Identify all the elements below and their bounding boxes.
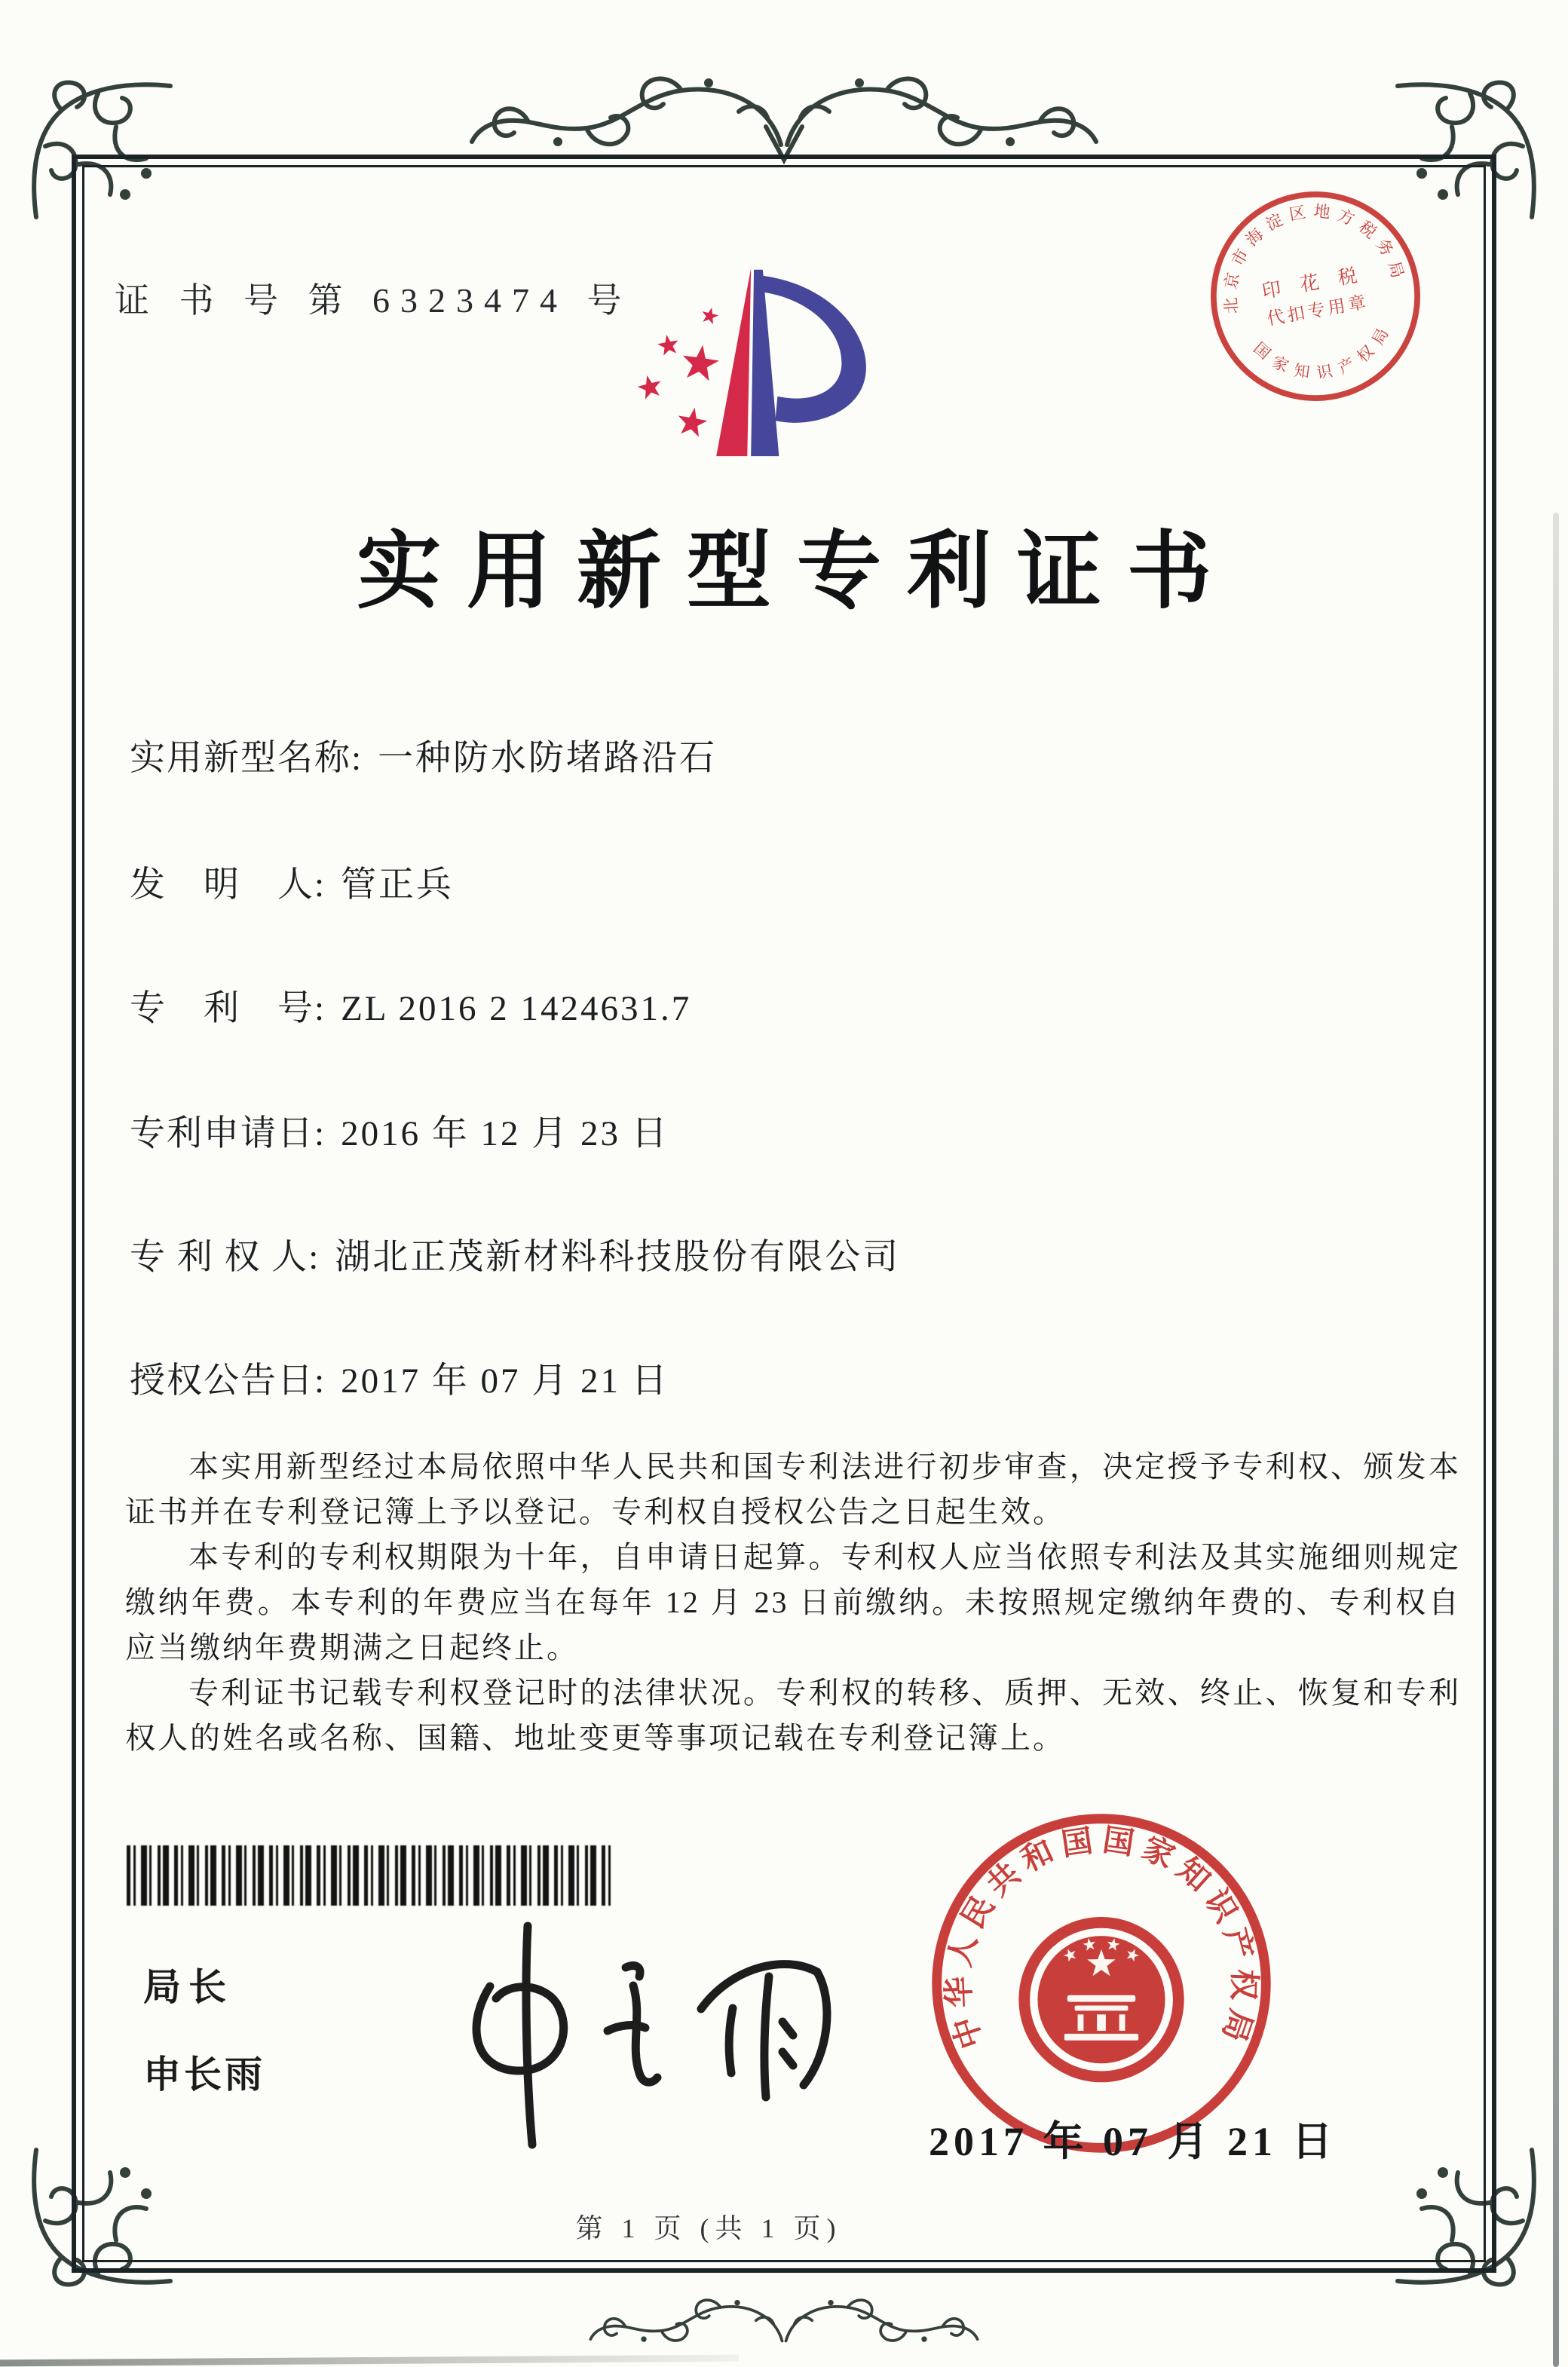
field-label: 实用新型名称: (130, 739, 363, 778)
seal-date: 2017 年 07 月 21 日 (929, 2119, 1337, 2164)
commissioner-signature (369, 1892, 852, 2179)
field-value: 2017 年 07 月 21 日 (341, 1361, 669, 1401)
logo-blue-p (751, 270, 866, 456)
national-emblem (1024, 1922, 1179, 2077)
field-label: 授权公告日: (130, 1361, 326, 1401)
stamp-tax-seal (1187, 168, 1444, 425)
field-value: 湖北正茂新材料科技股份有限公司 (335, 1238, 901, 1277)
field-grant-date (130, 1352, 669, 1403)
legal-paragraph-2: 本专利的专利权期限为十年，自申请日起算。专利权人应当依照专利法及其实施细则规定缴纳年费。本专利的年费应当在每年 12 月 23 日前缴纳。未按照规定缴纳年费的、专利权自应当缴纳年费期满之日起终止。 (125, 1540, 1461, 1664)
commissioner-name: 申长雨 (143, 2053, 265, 2096)
legal-text (125, 1444, 1461, 1761)
legal-paragraph-3: 专利证书记载专利权登记时的法律状况。专利权的转移、质押、无效、终止、恢复和专利权人的姓名或名称、国籍、地址变更等事项记载在专利登记簿上。 (125, 1676, 1461, 1755)
logo-red-wedge (716, 268, 751, 456)
certificate-title: 实用新型专利证书 (357, 525, 1237, 619)
field-label: 发 明 人: (130, 865, 326, 905)
field-filing-date (130, 1105, 669, 1156)
field-utility-model-name (130, 730, 717, 780)
certificate-number: 证 书 号 第 6323474 号 (115, 281, 632, 320)
sipo-logo (624, 243, 890, 478)
field-inventor (130, 856, 454, 907)
field-value: 一种防水防堵路沿石 (378, 739, 718, 778)
tax-seal-arc-bottom-text: 国家知识产权局 (1250, 317, 1397, 383)
field-value: 2016 年 12 月 23 日 (341, 1114, 669, 1153)
field-label: 专 利 权 人: (130, 1238, 320, 1277)
tax-seal-center-line1: 印 花 税 (1260, 264, 1366, 303)
field-label: 专利申请日: (130, 1114, 326, 1153)
tax-seal-arc-top-text: 北京市海淀区地方税务局 (1221, 201, 1409, 315)
tax-seal-center-line2: 代扣专用章 (1265, 291, 1370, 329)
field-patentee (130, 1229, 900, 1279)
seal-ring-text: 中华人民共和国国家知识产权局 (941, 1822, 1262, 2053)
legal-paragraph-1: 本实用新型经过本局依照中华人民共和国专利法进行初步审查，决定授予专利权、颁发本证书并在专利登记簿上予以登记。专利权自授权公告之日起生效。 (125, 1450, 1461, 1529)
commissioner-title: 局长 (143, 1966, 234, 2008)
page-footer: 第 1 页 (共 1 页) (575, 2213, 842, 2243)
field-value: 管正兵 (341, 865, 455, 905)
scan-edge-shadow (1553, 513, 1559, 2367)
field-patent-number (130, 980, 691, 1030)
field-value: ZL 2016 2 1424631.7 (341, 989, 692, 1028)
logo-stars (635, 305, 721, 438)
field-label: 专 利 号: (130, 989, 326, 1028)
svg-text:北京市海淀区地方税务局 (1206, 188, 1408, 316)
